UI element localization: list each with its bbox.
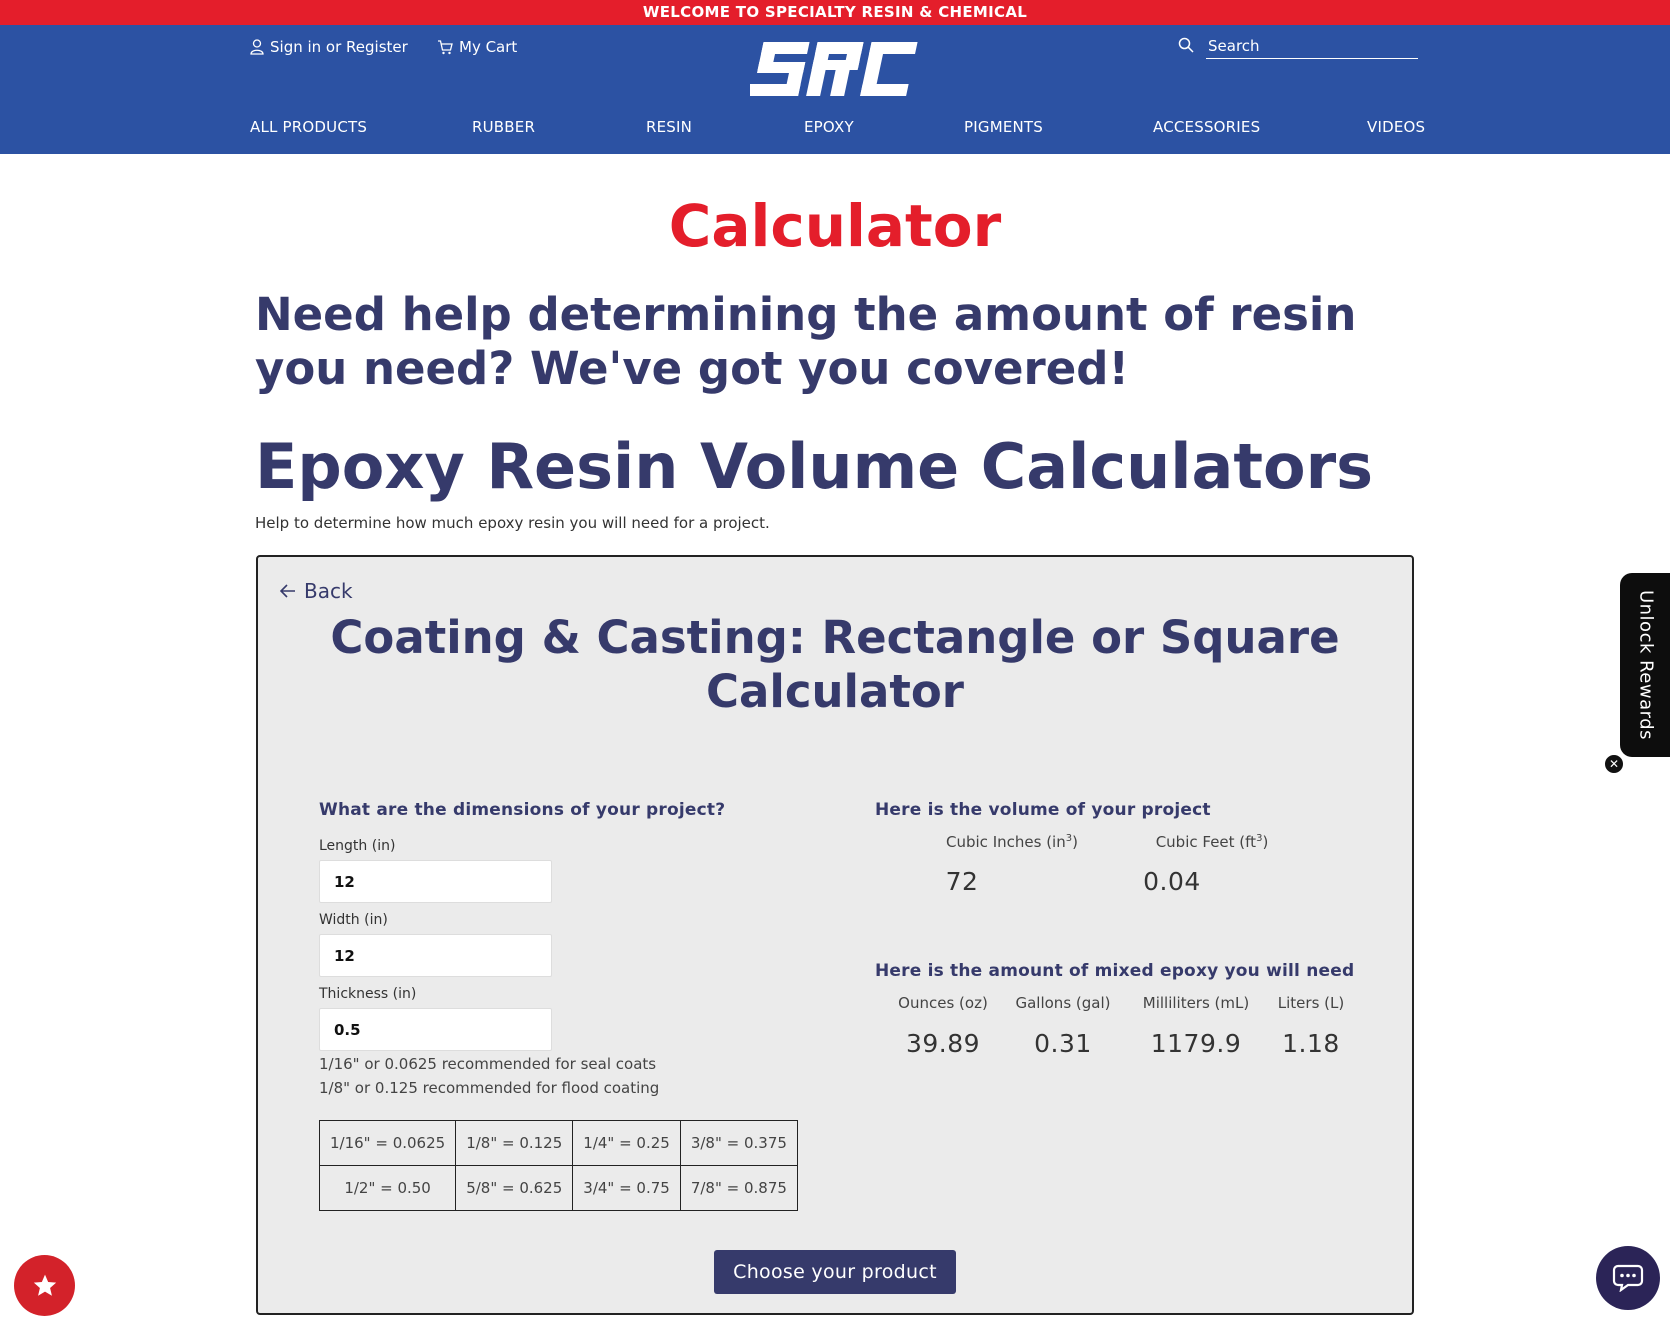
page-title: Calculator	[668, 192, 1002, 260]
intro-heading: Need help determining the amount of resin you need? We've got you covered!	[255, 288, 1357, 395]
table-cell: 1/2" = 0.50	[320, 1166, 456, 1211]
back-label: Back	[304, 579, 353, 603]
sign-in-link[interactable]	[250, 38, 408, 56]
cubic-inches-value: 72	[945, 867, 979, 896]
cart-label: My Cart	[459, 38, 518, 56]
cubic-inches-label: Cubic Inches (in	[946, 833, 1066, 851]
table-row	[320, 1121, 798, 1166]
rewards-star-button[interactable]	[14, 1255, 75, 1316]
cubic-feet-label: Cubic Feet (ft	[1155, 833, 1257, 851]
nav-all-products[interactable]: ALL PRODUCTS	[250, 118, 368, 136]
chat-button[interactable]	[1596, 1246, 1660, 1310]
logo-mark	[750, 40, 920, 98]
nav-resin[interactable]: RESIN	[646, 118, 693, 136]
cubic-inches-unit	[937, 833, 1087, 851]
superscript-3: 3	[1256, 833, 1263, 844]
liters-unit: Liters (L)	[1277, 994, 1345, 1012]
thickness-input[interactable]	[319, 1008, 552, 1051]
gallons-value: 0.31	[1034, 1029, 1092, 1058]
back-link[interactable]	[280, 579, 353, 603]
search-area	[1178, 35, 1418, 59]
length-input[interactable]	[319, 860, 552, 903]
nav-epoxy[interactable]: EPOXY	[804, 118, 854, 136]
gallons-unit: Gallons (gal)	[1015, 994, 1111, 1012]
calculators-heading: Epoxy Resin Volume Calculators	[255, 430, 1374, 503]
seal-coat-hint: 1/16" or 0.0625 recommended for seal coats	[319, 1055, 657, 1073]
ounces-unit: Ounces (oz)	[898, 994, 988, 1012]
star-icon	[32, 1273, 58, 1299]
calculator-card	[256, 555, 1414, 1315]
table-cell: 1/8" = 0.125	[456, 1121, 573, 1166]
width-input[interactable]	[319, 934, 552, 977]
volume-title: Here is the volume of your project	[875, 800, 1211, 820]
search-icon[interactable]	[1178, 37, 1194, 53]
user-icon	[250, 39, 264, 55]
calculator-title: Coating & Casting: Rectangle or Square Calculator	[330, 611, 1340, 718]
table-cell: 1/16" = 0.0625	[320, 1121, 456, 1166]
calculators-subtext: Help to determine how much epoxy resin you will need for a project.	[255, 514, 770, 532]
unlock-rewards-tab[interactable]	[1620, 573, 1670, 757]
choose-product-button[interactable]: Choose your product	[714, 1250, 956, 1294]
length-label: Length (in)	[319, 838, 396, 854]
cubic-feet-value: 0.04	[1143, 867, 1201, 896]
src-logo[interactable]	[750, 40, 920, 98]
search-input[interactable]	[1206, 35, 1418, 59]
table-cell: 3/8" = 0.375	[680, 1121, 797, 1166]
close-paren: )	[1262, 833, 1269, 851]
nav-videos[interactable]: VIDEOS	[1367, 118, 1426, 136]
table-cell: 1/4" = 0.25	[573, 1121, 681, 1166]
rewards-close-icon[interactable]: ✕	[1604, 754, 1624, 774]
welcome-banner: WELCOME TO SPECIALTY RESIN & CHEMICAL	[0, 0, 1670, 25]
table-row	[320, 1166, 798, 1211]
liters-value: 1.18	[1282, 1029, 1340, 1058]
fraction-table	[319, 1120, 798, 1211]
thickness-label: Thickness (in)	[319, 986, 417, 1002]
table-cell: 3/4" = 0.75	[573, 1166, 681, 1211]
nav-rubber[interactable]: RUBBER	[472, 118, 536, 136]
milliliters-unit: Milliliters (mL)	[1142, 994, 1250, 1012]
milliliters-value: 1179.9	[1150, 1029, 1242, 1058]
cubic-feet-unit	[1142, 833, 1282, 851]
arrow-left-icon	[280, 584, 296, 598]
cart-link[interactable]	[437, 38, 517, 56]
flood-coat-hint: 1/8" or 0.125 recommended for flood coating	[319, 1079, 660, 1097]
nav-pigments[interactable]: PIGMENTS	[964, 118, 1044, 136]
chat-icon	[1612, 1264, 1644, 1292]
width-label: Width (in)	[319, 912, 388, 928]
table-cell: 7/8" = 0.875	[680, 1166, 797, 1211]
nav-accessories[interactable]: ACCESSORIES	[1153, 118, 1261, 136]
epoxy-title: Here is the amount of mixed epoxy you will need	[875, 961, 1355, 981]
site-header	[0, 25, 1670, 154]
close-paren: )	[1072, 833, 1078, 851]
cart-icon	[437, 40, 453, 55]
unlock-rewards-label: Unlock Rewards	[1635, 589, 1657, 741]
table-cell: 5/8" = 0.625	[456, 1166, 573, 1211]
ounces-value: 39.89	[905, 1029, 981, 1058]
superscript-3: 3	[1065, 833, 1073, 844]
sign-in-label: Sign in or Register	[270, 38, 408, 56]
dimensions-question: What are the dimensions of your project?	[319, 800, 726, 820]
